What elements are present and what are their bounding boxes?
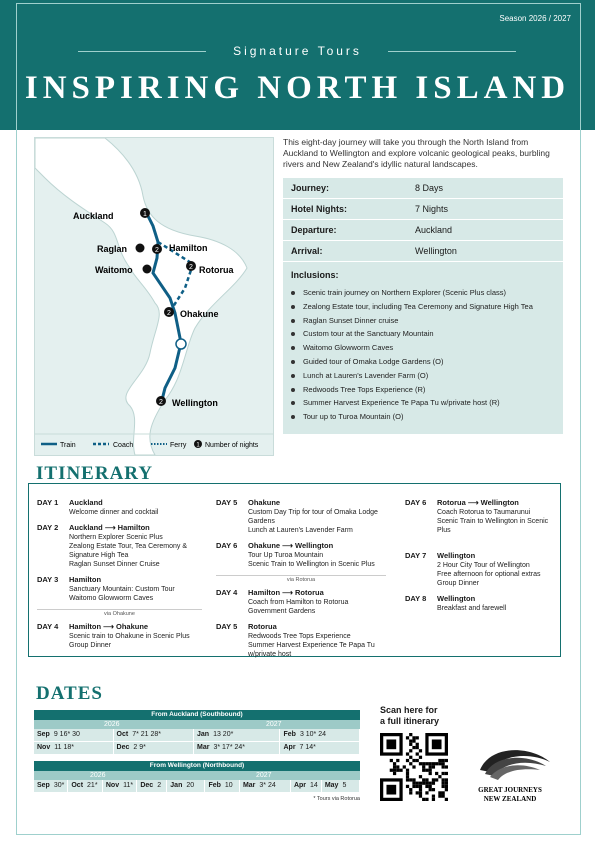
day-number: DAY 5 — [216, 622, 238, 631]
month-label: Feb — [208, 782, 221, 789]
svg-text:2: 2 — [167, 310, 171, 317]
route-divider: via Rotorua — [216, 575, 386, 583]
date-cell — [240, 780, 291, 792]
brand-logo — [460, 740, 560, 806]
departure-days: 7* 21 28* — [132, 731, 161, 738]
month-label: Oct — [116, 731, 129, 738]
day-number: DAY 7 — [405, 551, 427, 560]
month-label: Jan — [170, 782, 183, 789]
month-label: Mar — [242, 782, 256, 789]
month-label: Nov — [105, 782, 120, 789]
detail-value: 8 Days — [415, 183, 444, 193]
legend-coach: Coach — [113, 442, 134, 449]
dates-heading: DATES — [36, 683, 103, 704]
day-number: DAY 3 — [37, 575, 59, 584]
day-activity: Coach Rotorua to Taumarunui — [437, 509, 531, 516]
day-number: DAY 4 — [37, 622, 59, 631]
inclusion-item: Tour up to Turoa Mountain (O) — [291, 412, 557, 422]
waitomo-dot — [143, 265, 152, 274]
label-wellington: Wellington — [172, 398, 218, 408]
day-title: Hamilton ⟶ Ohakune — [69, 622, 149, 631]
day-number: DAY 4 — [216, 588, 238, 597]
month-label: Jan — [197, 731, 210, 738]
raglan-dot — [136, 244, 145, 253]
day-title: Hamilton — [69, 575, 102, 584]
header-banner — [0, 0, 595, 130]
departure-days: 11* — [123, 782, 134, 789]
trip-details-box — [283, 178, 563, 434]
month-label: Oct — [71, 782, 84, 789]
detail-label: Departure: — [291, 225, 337, 235]
label-rotorua: Rotorua — [199, 265, 234, 275]
detail-label: Journey: — [291, 183, 330, 193]
inclusion-item: Scenic train journey on Northern Explorer (Scenic Plus class) — [291, 288, 557, 298]
departure-days: 30* — [53, 782, 65, 789]
label-hamilton: Hamilton — [169, 243, 208, 253]
date-cell — [280, 729, 360, 741]
detail-value: Auckland — [415, 225, 453, 235]
date-cell — [137, 780, 167, 792]
day-activity: Northern Explorer Scenic Plus — [69, 534, 163, 541]
detail-label: Arrival: — [291, 246, 323, 256]
day-activity: Scenic Train to Wellington in Scenic Plus — [248, 561, 375, 568]
month-label: Apr — [283, 744, 296, 751]
day-title: Rotorua — [248, 622, 277, 631]
route-divider: via Ohakune — [37, 609, 202, 617]
southbound-table — [34, 710, 360, 755]
day-activity: Raglan Sunset Dinner Cruise — [69, 561, 160, 568]
inclusion-item: Zealong Estate tour, including Tea Ceremony and Signature High Tea — [291, 302, 557, 312]
day-activity: Waitomo Glowworm Caves — [69, 595, 154, 602]
itinerary-column-1 — [37, 498, 202, 656]
itinerary-day — [37, 523, 202, 569]
map-svg — [35, 138, 273, 455]
ferry-stop-icon — [176, 339, 186, 349]
month-label: Feb — [283, 731, 296, 738]
itinerary-day — [216, 541, 386, 569]
inclusion-item: Redwoods Tree Tops Experience (R) — [291, 385, 557, 395]
departure-days: 13 20* — [213, 731, 234, 738]
departure-days: 2 — [157, 782, 162, 789]
date-cell — [114, 729, 195, 741]
day-number: DAY 2 — [37, 523, 59, 532]
day-activity: Government Gardens — [248, 608, 316, 615]
day-number: DAY 6 — [405, 498, 427, 507]
day-title: Wellington — [437, 551, 476, 560]
label-ohakune: Ohakune — [180, 309, 219, 319]
footnote: * Tours via Rotorua — [313, 796, 360, 802]
month-label: Sep — [37, 731, 50, 738]
itinerary-day — [37, 575, 202, 603]
date-cell — [205, 780, 240, 792]
detail-row — [283, 178, 563, 199]
day-activity: Zealong Estate Tour, Tea Ceremony & Signature High Tea — [69, 543, 188, 559]
date-cell — [322, 780, 360, 792]
date-cell — [194, 742, 280, 754]
qr-code[interactable] — [380, 733, 448, 801]
date-cell — [34, 742, 114, 754]
legend-train: Train — [60, 442, 76, 449]
itinerary-day — [37, 622, 202, 650]
brand-line-2: NEW ZEALAND — [483, 795, 537, 803]
detail-value: Wellington — [415, 246, 457, 256]
southbound-years: 2026 2027 — [34, 720, 360, 729]
day-activity: Lunch at Lauren's Lavender Farm — [248, 527, 353, 534]
departure-days: 7 14* — [299, 744, 316, 751]
departure-days: 21* — [87, 782, 98, 789]
day-activity: Scenic train to Ohakune in Scenic Plus — [69, 633, 190, 640]
brand-line-1: GREAT JOURNEYS — [478, 786, 542, 794]
day-title: Ohakune ⟶ Wellington — [248, 541, 334, 550]
day-activity: Welcome dinner and cocktail — [69, 509, 159, 516]
day-activity: Tour Up Turoa Mountain — [248, 552, 324, 559]
day-activity: 2 Hour City Tour of Wellington — [437, 562, 530, 569]
day-title: Hamilton ⟶ Rotorua — [248, 588, 324, 597]
itinerary-column-3 — [405, 498, 555, 619]
day-activity: Breakfast and farewell — [437, 605, 507, 612]
itinerary-day — [405, 551, 555, 588]
svg-text:2: 2 — [155, 247, 159, 254]
date-cell — [280, 742, 360, 754]
departure-days: 3* 17* 24* — [213, 744, 245, 751]
day-number: DAY 5 — [216, 498, 238, 507]
northbound-table — [34, 761, 360, 802]
day-title: Ohakune — [248, 498, 281, 507]
day-title: Wellington — [437, 594, 476, 603]
departure-days: 14 — [310, 782, 318, 789]
date-cell — [34, 780, 68, 792]
departure-days: 3 10* 24 — [299, 731, 327, 738]
day-activity: Coach from Hamilton to Rotorua — [248, 599, 349, 606]
inclusion-item: Waitomo Glowworm Caves — [291, 343, 557, 353]
svg-text:1: 1 — [143, 211, 147, 218]
departure-days: 20 — [186, 782, 195, 789]
day-activity: Group Dinner — [437, 580, 480, 587]
day-activity: Scenic Train to Wellington in Scenic Plus — [437, 518, 549, 534]
label-raglan: Raglan — [97, 244, 128, 254]
month-label: Mar — [197, 744, 210, 751]
day-title: Rotorua ⟶ Wellington — [437, 498, 519, 507]
page-title: INSPIRING NORTH ISLAND — [24, 70, 571, 106]
month-label: Dec — [116, 744, 130, 751]
intro-text: This eight-day journey will take you through the North Island from Auckland to Wellington and explore volcanic geological peaks, burbling rivers and New Zealand's idyllic natural landscapes. — [283, 137, 550, 169]
itinerary-day — [37, 498, 202, 517]
day-activity: Summer Harvest Experience Te Papa Tu w/private host — [248, 642, 375, 658]
itinerary-day — [216, 588, 386, 616]
inclusion-item: Summer Harvest Experience Te Papa Tu w/private host (R) — [291, 398, 557, 408]
day-activity: Redwoods Tree Tops Experience — [248, 633, 351, 640]
detail-row — [283, 220, 563, 241]
date-cell — [68, 780, 103, 792]
itinerary-column-2 — [216, 498, 386, 665]
month-label: Sep — [37, 782, 50, 789]
day-title: Auckland — [69, 498, 103, 507]
inclusion-item: Lunch at Lauren's Lavender Farm (O) — [291, 371, 557, 381]
itinerary-day — [216, 622, 386, 659]
day-activity: Group Dinner — [69, 642, 112, 649]
northbound-row — [34, 780, 360, 793]
inclusion-item: Guided tour of Omaka Lodge Gardens (O) — [291, 357, 557, 367]
month-label: Dec — [140, 782, 154, 789]
inclusions-title: Inclusions: — [291, 270, 339, 280]
itinerary-heading: ITINERARY — [36, 463, 154, 484]
day-activity: Sanctuary Mountain: Custom Tour — [69, 586, 175, 593]
itinerary-day — [216, 498, 386, 535]
date-cell — [103, 780, 138, 792]
day-activity: Custom Day Trip for tour of Omaka Lodge Gardens — [248, 509, 378, 525]
svg-text:2: 2 — [159, 399, 163, 406]
southbound-row-1 — [34, 729, 360, 742]
svg-text:1: 1 — [196, 442, 200, 449]
month-label: May — [324, 782, 339, 789]
day-number: DAY 1 — [37, 498, 59, 507]
detail-value: 7 Nights — [415, 204, 449, 214]
inclusions-list — [283, 282, 563, 434]
legend-ferry: Ferry — [170, 442, 187, 449]
legend-nights: Number of nights — [205, 442, 259, 449]
date-cell — [194, 729, 280, 741]
label-waitomo: Waitomo — [95, 265, 133, 275]
northbound-years: 2026 2027 — [34, 771, 360, 780]
month-label: Nov — [37, 744, 51, 751]
scan-cta: Scan here for a full itinerary — [380, 705, 440, 726]
day-title: Auckland ⟶ Hamilton — [69, 523, 150, 532]
departure-days: 9 16* 30 — [53, 731, 80, 738]
southbound-band: From Auckland (Southbound) — [34, 710, 360, 720]
date-cell — [34, 729, 114, 741]
date-cell — [291, 780, 322, 792]
detail-label: Hotel Nights: — [291, 204, 347, 214]
kicker: Signature Tours — [233, 44, 362, 58]
season-label: Season 2026 / 2027 — [499, 14, 571, 23]
date-cell — [167, 780, 205, 792]
route-map — [34, 137, 274, 456]
detail-row — [283, 199, 563, 220]
day-activity: Free afternoon for optional extras — [437, 571, 541, 578]
day-number: DAY 6 — [216, 541, 238, 550]
svg-text:2: 2 — [189, 264, 193, 271]
label-auckland: Auckland — [73, 211, 114, 221]
divider-right — [388, 51, 516, 52]
day-number: DAY 8 — [405, 594, 427, 603]
southbound-row-2 — [34, 742, 360, 755]
itinerary-day — [405, 498, 555, 535]
departure-days: 5 — [342, 782, 347, 789]
departure-days: 2 9* — [133, 744, 146, 751]
month-label: Apr — [293, 782, 307, 789]
inclusion-item: Custom tour at the Sanctuary Mountain — [291, 329, 557, 339]
itinerary-day — [405, 594, 555, 613]
inclusion-item: Raglan Sunset Dinner cruise — [291, 316, 557, 326]
departure-days: 11 18* — [54, 744, 74, 751]
departure-days: 10 — [224, 782, 233, 789]
date-cell — [114, 742, 195, 754]
departure-days: 3* 24 — [259, 782, 276, 789]
detail-row — [283, 241, 563, 262]
northbound-band: From Wellington (Northbound) — [34, 761, 360, 771]
itinerary-box — [28, 483, 561, 657]
